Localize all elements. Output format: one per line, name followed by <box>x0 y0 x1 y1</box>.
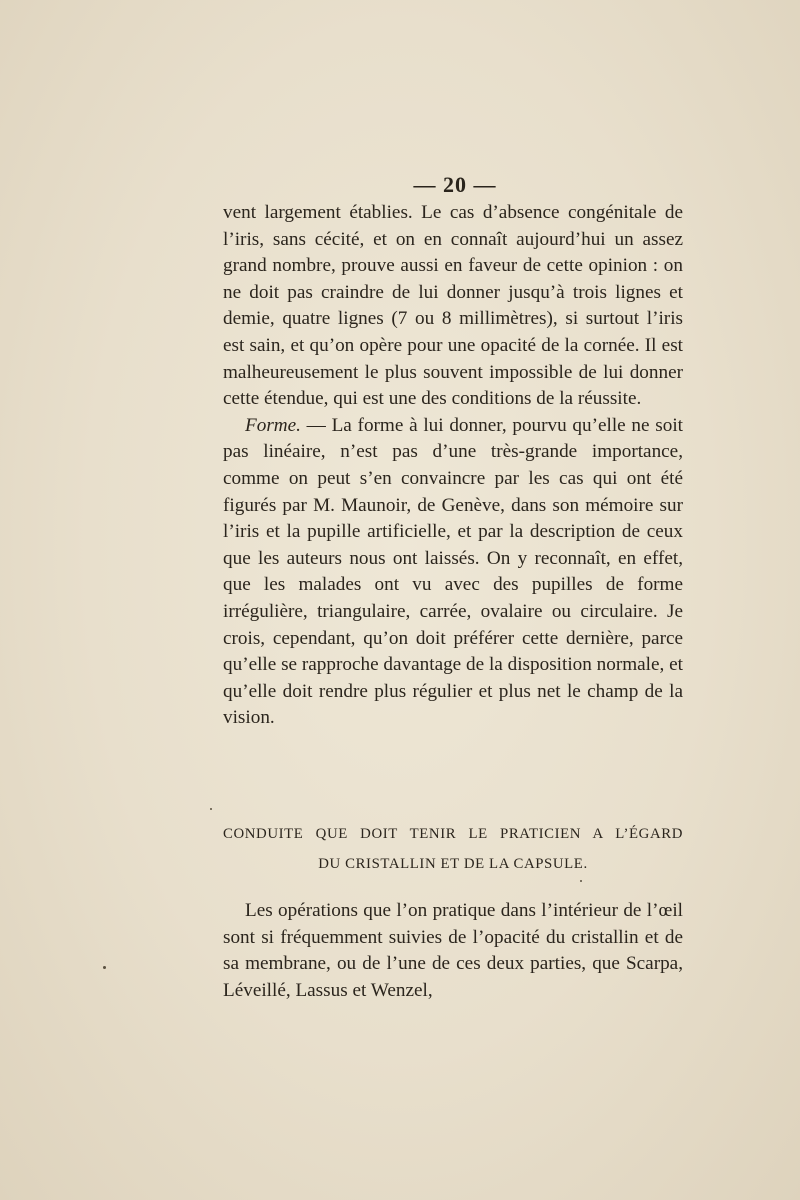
page-number: — 20 — <box>413 172 497 197</box>
main-text-block <box>223 200 683 732</box>
paragraph-2-body: — La forme à lui donner, pourvu qu’elle ne soit pas linéaire, n’est pas d’une très-grande importance, comme on peut s’en convaincre par les cas qui ont été figurés par M. Maunoir, de Genève, dans son mémoire sur l’iris et la pupille artificielle, et par la description de ceux que les auteurs nous ont laissés. On y reconnaît, en effet, que les malades ont vu avec des pupilles de forme irrégulière, triangulaire, carrée, ovalaire ou circulaire. Je crois, cependant, qu’on doit préférer cette dernière, parce qu’elle se rapproche davantage de la disposition normale, et qu’elle doit rendre plus régulier et plus net le champ de la vision. <box>223 414 683 729</box>
paragraph-2-term: Forme. <box>245 414 301 436</box>
paragraph-1: vent largement établies. Le cas d’absence congénitale de l’iris, sans cécité, et on en connaît aujourd’hui un assez grand nombre, prouve aussi en faveur de cette opinion : on ne doit pas craindre de lui donner jusqu’à trois lignes et demie, quatre lignes (7 ou 8 millimètres), si surtout l’iris est sain, et qu’on opère pour une opacité de la cornée. Il est malheureusement le plus souvent impossible de lui donner cette étendue, qui est une des conditions de la réussite. <box>223 202 683 410</box>
paragraph-3: Les opérations que l’on pratique dans l’intérieur de l’œil sont si fréquemment suivies de l’opacité du cristallin et de sa membrane, ou de l’une de ces deux parties, que Scarpa, Léveillé, Lassus et Wenzel, <box>223 900 683 1001</box>
paper-speck <box>103 966 106 969</box>
second-text-block <box>223 898 683 1004</box>
section-heading <box>223 819 683 879</box>
section-heading-line-2: DU CRISTALLIN ET DE LA CAPSULE. <box>318 856 588 872</box>
paper-speck <box>210 808 212 810</box>
paper-speck <box>580 880 582 882</box>
section-heading-line-1: CONDUITE QUE DOIT TENIR LE PRATICIEN A L’ÉGARD <box>223 826 683 842</box>
paragraph-2 <box>223 413 683 732</box>
